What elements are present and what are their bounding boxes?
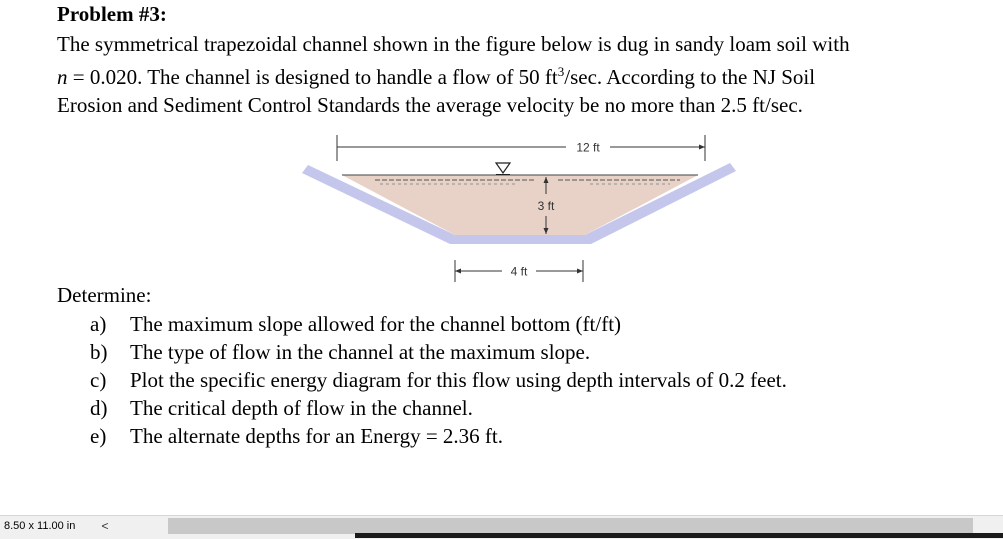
statement-line-3: Erosion and Sediment Control Standards the average velocity be no more than 2.5 ft/sec. (57, 93, 803, 117)
statement-line-2 (57, 58, 987, 91)
manning-n-value: = 0.020 (67, 65, 138, 89)
question-item (90, 422, 787, 450)
statement-line-2-end: /sec. According to the NJ Soil (564, 65, 816, 89)
question-text: The type of flow in the channel at the maximum slope. (130, 340, 591, 364)
page-size-indicator[interactable]: 8.50 x 11.00 in (4, 520, 76, 532)
question-item (90, 394, 787, 422)
statement-line-2-text: . The channel is designed to handle a flow of 50 ft (137, 65, 558, 89)
question-letter: b) (90, 340, 108, 364)
question-text: The maximum slope allowed for the channel bottom (ft/ft) (130, 312, 622, 336)
question-letter: d) (90, 396, 108, 420)
question-letter: a) (90, 312, 107, 336)
question-letter: c) (90, 368, 107, 392)
taskbar-strip (355, 533, 1003, 538)
question-list (90, 310, 787, 450)
question-text: The alternate depths for an Energy = 2.36 ft. (130, 424, 503, 448)
determine-heading: Determine: (57, 283, 152, 307)
depth-label: 3 ft (537, 199, 555, 213)
question-item (90, 310, 787, 338)
manning-n-symbol: n (57, 65, 68, 89)
question-text: The critical depth of flow in the channel. (130, 396, 473, 420)
problem-title: Problem #3: (57, 2, 167, 26)
question-letter: e) (90, 424, 107, 448)
statement-line-1: The symmetrical trapezoidal channel shown in the figure below is dug in sandy loam soil with (57, 32, 850, 56)
bottom-dim-arrow-left-icon (455, 269, 461, 274)
top-dim-arrowhead-icon (699, 145, 705, 150)
problem-statement (57, 30, 987, 119)
scroll-left-button[interactable]: < (101, 519, 109, 533)
cube-superscript: 3 (557, 64, 565, 79)
trapezoid-channel-figure (300, 130, 740, 290)
question-item (90, 366, 787, 394)
horizontal-scrollbar[interactable] (168, 518, 973, 534)
bottom-dim-arrow-right-icon (577, 269, 583, 274)
top-width-label: 12 ft (576, 140, 600, 155)
water-surface-symbol-icon (496, 163, 510, 173)
question-item (90, 338, 787, 366)
bottom-width-label: 4 ft (510, 264, 528, 279)
question-text: Plot the specific energy diagram for this flow using depth intervals of 0.2 feet. (130, 368, 787, 392)
